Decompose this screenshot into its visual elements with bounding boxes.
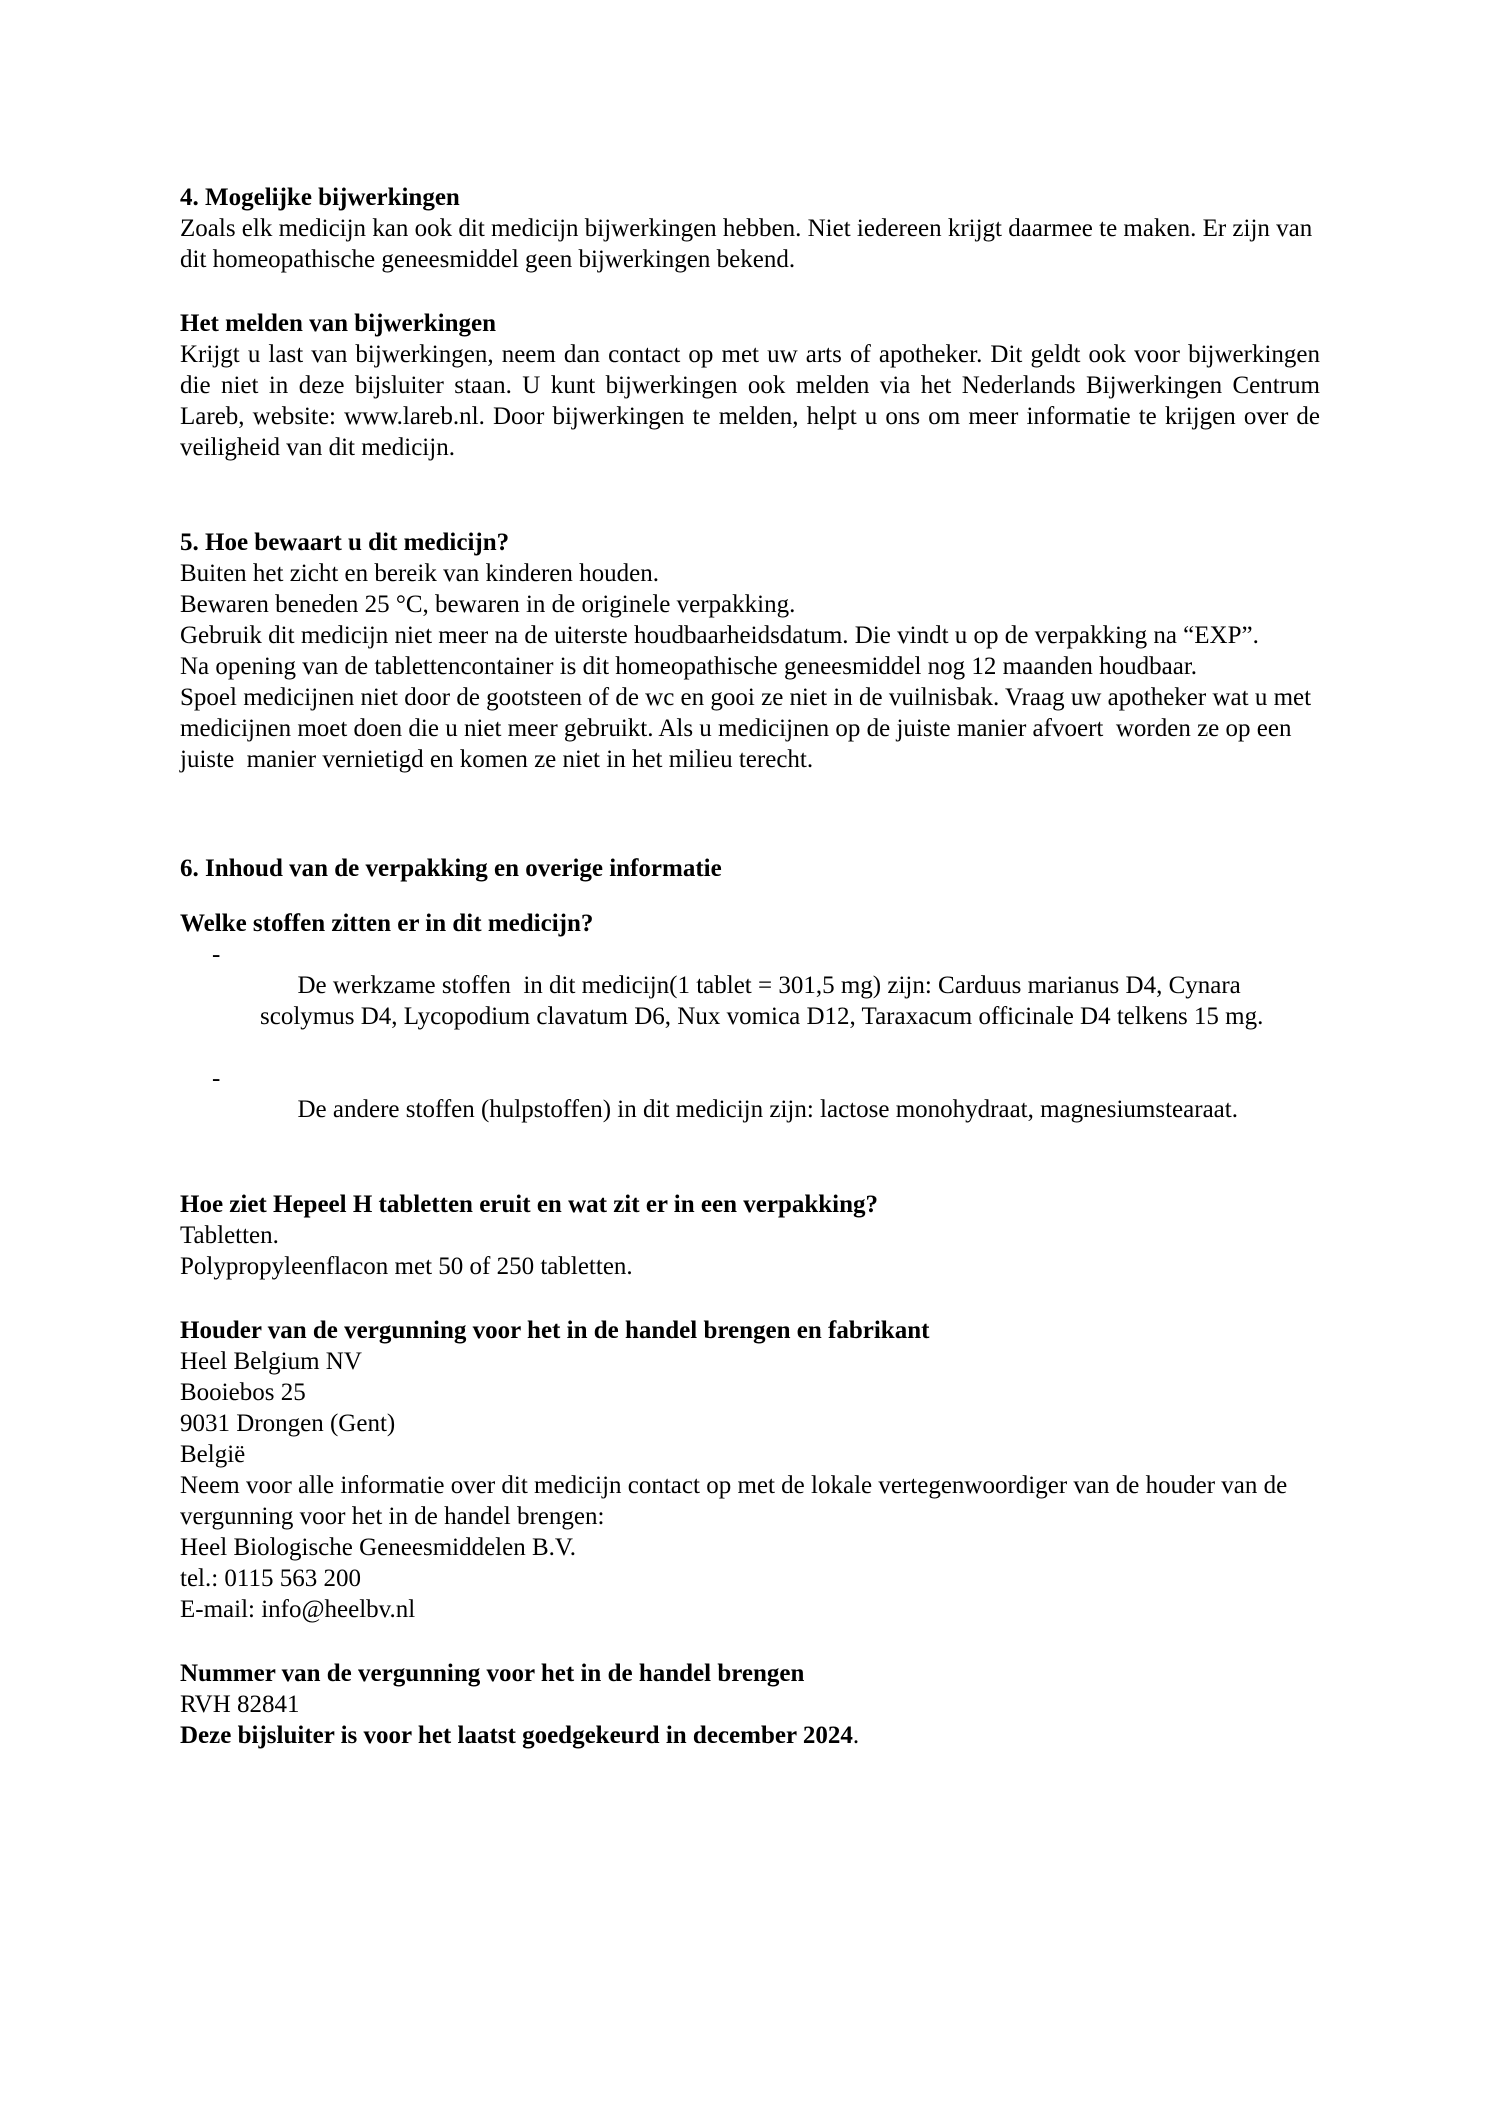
approval-note (180, 1720, 1320, 1751)
storage-conditions-text: Bewaren beneden 25 °C, bewaren in de originele verpakking. (180, 591, 796, 618)
holder-heading: Houder van de vergunning voor het in de handel brengen en fabrikant (180, 1317, 930, 1344)
list-item (180, 1063, 1320, 1156)
appearance-pack-text: Polypropyleenflacon met 50 of 250 tabletten. (180, 1253, 633, 1280)
other-substances-text: De andere stoffen (hulpstoffen) in dit medicijn zijn: lactose monohydraat, magnesiumstearaat. (297, 1096, 1238, 1123)
section4-intro: Zoals elk medicijn kan ook dit medicijn bijwerkingen hebben. Niet iedereen krijgt daarmee te maken. Er zijn van dit homeopathische geneesmiddel geen bijwerkingen bekend. (180, 215, 1319, 273)
holder-name: Heel Belgium NV (180, 1348, 362, 1375)
composition-list (180, 939, 1320, 1156)
appearance-form-text: Tabletten. (180, 1222, 279, 1249)
appearance-heading: Hoe ziet Hepeel H tabletten eruit en wat zit er in een verpakking? (180, 1191, 879, 1218)
keep-out-of-reach-text: Buiten het zicht en bereik van kinderen houden. (180, 560, 660, 587)
dash-bullet-marker: - (212, 941, 221, 968)
reporting-heading: Het melden van bijwerkingen (180, 310, 496, 337)
local-rep-intro: Neem voor alle informatie over dit medicijn contact op met de lokale vertegenwoordiger van de houder van de vergunning voor het in de handel brengen: (180, 1472, 1294, 1530)
composition-heading: Welke stoffen zitten er in dit medicijn? (180, 910, 594, 937)
expiry-text: Gebruik dit medicijn niet meer na de uiterste houdbaarheidsdatum. Die vindt u op de verpakking na “EXP”. (180, 622, 1259, 649)
active-substances-text: De werkzame stoffen in dit medicijn(1 tablet = 301,5 mg) zijn: Carduus marianus D4, Cynara scolymus D4, Lycopodium clavatum D6, Nux vomica D12, Taraxacum officinale D4 telkens 15 mg. (260, 972, 1264, 1030)
approval-note-bold: Deze bijsluiter is voor het laatst goedgekeurd in december 2024 (180, 1722, 853, 1749)
approval-note-period: . (852, 1722, 860, 1749)
rep-name: Heel Biologische Geneesmiddelen B.V. (180, 1534, 576, 1561)
section4-title: 4. Mogelijke bijwerkingen (180, 184, 460, 211)
license-number: RVH 82841 (180, 1691, 300, 1718)
holder-street: Booiebos 25 (180, 1379, 306, 1406)
section5-title: 5. Hoe bewaart u dit medicijn? (180, 529, 510, 556)
list-item (180, 939, 1320, 1063)
after-opening-text: Na opening van de tablettencontainer is dit homeopathische geneesmiddel nog 12 maanden houdbaar. (180, 653, 1198, 680)
disposal-text: Spoel medicijnen niet door de gootsteen of de wc en gooi ze niet in de vuilnisbak. Vraag uw apotheker wat u met medicijnen moet doen die u niet meer gebruikt. Als u medicijnen op de juiste manier afvoert worden ze op een juiste manier vernietigd en komen ze niet in het milieu terecht. (180, 684, 1318, 773)
reporting-text: Krijgt u last van bijwerkingen, neem dan contact op met uw arts of apotheker. Dit geldt ook voor bijwerkingen die niet in deze bijsluiter staan. U kunt bijwerkingen ook melden via het Nederlands Bijwerkingen Centrum Lareb, website: www.lareb.nl. Door bijwerkingen te melden, helpt u ons om meer informatie te krijgen over de veiligheid van dit medicijn. (180, 341, 1327, 461)
section6-title: 6. Inhoud van de verpakking en overige informatie (180, 855, 722, 882)
rep-email: E-mail: info@heelbv.nl (180, 1596, 416, 1623)
license-heading: Nummer van de vergunning voor het in de handel brengen (180, 1660, 805, 1687)
holder-city: 9031 Drongen (Gent) (180, 1410, 396, 1437)
holder-country: België (180, 1441, 246, 1468)
rep-phone: tel.: 0115 563 200 (180, 1565, 362, 1592)
dash-bullet-marker: - (212, 1065, 221, 1092)
